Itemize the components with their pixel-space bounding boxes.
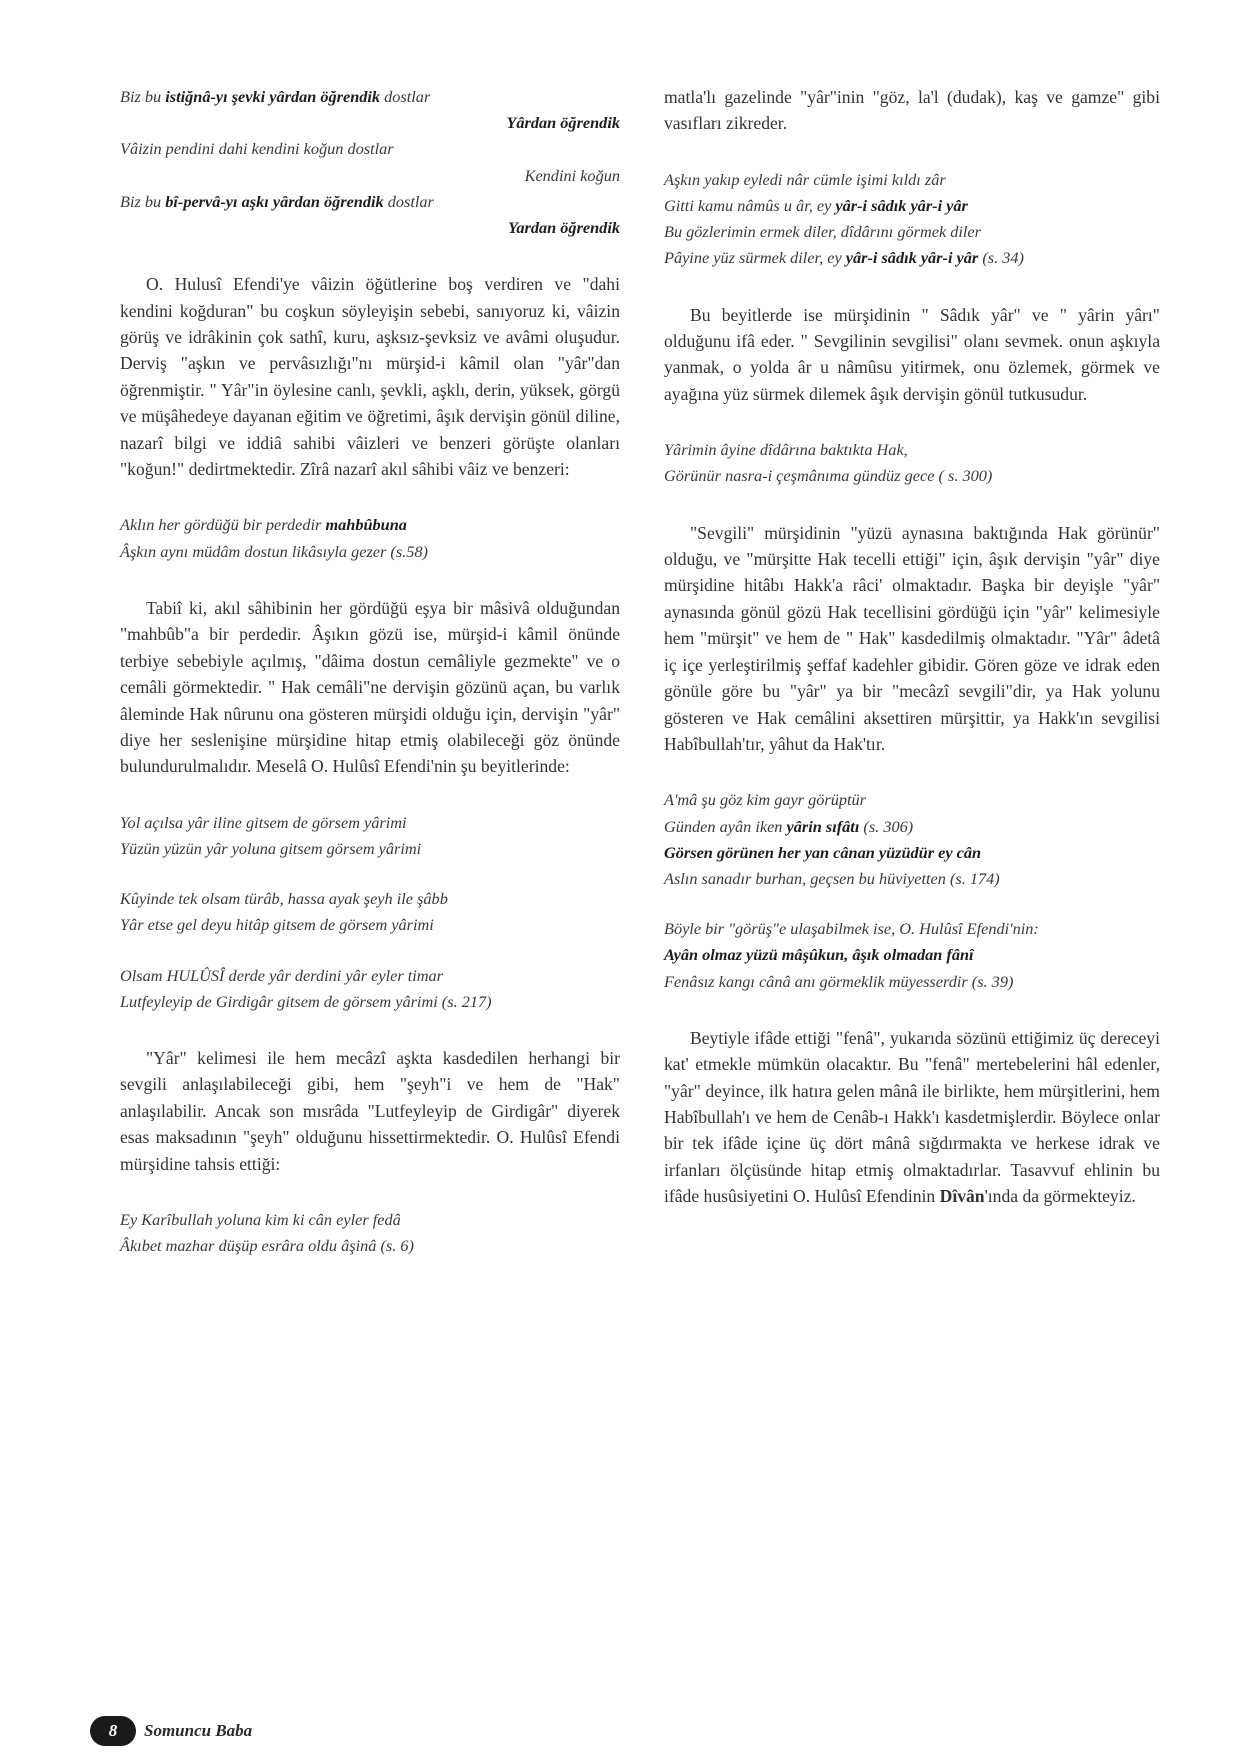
- page-footer: [90, 1716, 252, 1746]
- poem-stanza: [120, 886, 620, 938]
- body-paragraph: Tabiî ki, akıl sâhibinin her gördüğü eşya bir mâsivâ olduğundan "mahbûb"a bir perdedir. Âşıkın gözü ise, mürşid-i kâmil önünde terbiye sebebiyle açılmış, "dâima dostun cemâliyle gezmekte" ve o cemâli görmektedir. " Hak cemâli"ne dervişin gözünü açan, bu varlık âleminde Hak nûrunu ona gösteren mürşidi olduğu için, dervişin "yâr" diye her seslenişine mürşidine hitap etmiş olabileceği göz önünde bulundurulmalıdır. Meselâ O. Hulûsî Efendi'nin şu beyitlerinde:: [120, 597, 620, 777]
- body-paragraph: "Sevgili" mürşidinin "yüzü aynasına baktığında Hak görünür" olduğu, ve "mürşitte Hak tecelli ettiği" için, âşık dervişin "yâr" diye mürşidine hitâbı Hakk'a râci' olmaktadır. Başka bir deyişle "yâr" aynasında gönül gözü Hak tecellisini gördüğü için "yâr" kelimesiyle hem "mürşit" ve hem de " Hak" kasdedilmiş olmaktadır. "Yâr" âdetâ iç içe yerleştirilmiş şeffaf kadehler gibidir. Gören göze ve idrak eden gönüle göre bu "yâr" ya bir "mecâzî sevgili"dir, ya Hak yolunu gösteren ve Hak cemâlini aksettiren mürşittir, ya Hakk'ın sevgilisi Habîbullah'tır, yâhut da Hak'tır.: [664, 522, 1160, 754]
- verse-line: Ey Karîbullah yoluna kim ki cân eyler fedâ: [120, 1209, 401, 1229]
- magazine-name: Somuncu Baba: [144, 1721, 253, 1740]
- poem-stanza: [120, 810, 620, 862]
- verse-line: Bu gözlerimin ermek diler, dîdârını görmek diler: [664, 222, 981, 242]
- verse-line: Görünür nasra-i çeşmânıma gündüz gece ( s. 300): [664, 466, 993, 486]
- verse-line: Âkıbet mazhar düşüp esrâra oldu âşinâ (s. 6): [120, 1236, 414, 1256]
- verse-line: Biz bu istiğnâ-yı şevki yârdan öğrendik dostlar: [120, 87, 431, 106]
- verse-line: Pâyine yüz sürmek diler, ey yâr-i sâdık yâr-i yâr (s. 34): [664, 248, 1024, 268]
- verse-line: Kendini koğun: [524, 165, 620, 185]
- poem-stanza: [664, 787, 1160, 892]
- verse-line: Ayân olmaz yüzü mâşûkun, âşık olmadan fânî: [664, 945, 974, 965]
- verse-line: Yâr etse gel deyu hitâp gitsem de görsem yârimi: [120, 915, 434, 935]
- verse-line: Yol açılsa yâr iline gitsem de görsem yârimi: [120, 812, 407, 832]
- verse-line: Yârdan öğrendik: [506, 113, 620, 133]
- verse-line: Vâizin pendini dahi kendini koğun dostlar: [120, 139, 394, 159]
- verse-line: Lutfeyleyip de Girdigâr gitsem de görsem yârimi (s. 217): [120, 991, 492, 1011]
- verse-line: Fenâsız kangı cânâ anı görmeklik müyesserdir (s. 39): [664, 971, 1014, 991]
- body-paragraph: O. Hulusî Efendi'ye vâizin öğütlerine boş verdiren ve "dahi kendini koğduran" bu coşkun söyleyişin sebebi, sanıyoruz ki, vâizin görüş ve idrâkinin çok sathî, kuru, aşksız-şevksiz ve avâmi oluşudur. Derviş "aşkın ve pervâsızlığı"nı mürşid-i kâmil olan "yâr"dan öğrenmiştir. " Yâr"in öylesine canlı, şevkli, aşklı, derin, yüksek, görgü ve müşâhedeye dayanan eğitim ve öğretimi, âşık dervişin gönül diline, nazarî bilgi ve iddiâ sahibi vâizleri ve benzeri görüşte olanları "koğun!" dedirtmektedir. Zîrâ nazarî akıl sâhibi vâiz ve benzeri:: [120, 274, 620, 480]
- poem-stanza: [120, 84, 620, 241]
- body-paragraph: Beytiyle ifâde ettiği "fenâ", yukarıda sözünü ettiğimiz üç dereceyi kat' etmekle mümkün olacaktır. Bu "fenâ" mertebelerini hâl edenler, "yâr" deyince, ilk hatıra gelen mânâ ile birlikte, hem mürşitlerini, hem Habîbullah'ı ve hem de Cenâb-ı Hakk'ı kasdetmişlerdir. Böylece onlar bir tek ifâde içine üç dört mânâ sığdırmakta ve herkese idrak ve irfanları ölçüsünde hitap etmiş olmaktadırlar. Tasavvuf ehlinin bu ifâde husûsiyetini O. Hulûsî Efendinin Dîvân'ında da görmekteyiz.: [664, 1027, 1160, 1207]
- verse-line: A'mâ şu göz kim gayr görüptür: [664, 790, 867, 810]
- left-column: [120, 84, 620, 1259]
- body-paragraph: Bu beyitlerde ise mürşidinin " Sâdık yâr" ve " yârin yârı" olduğunu ifâ eder. " Sevgilinin sevgilisi" olanı sevmek. onun aşkıyla yanmak, o yolda âr u nâmûsu yitirmek, onu özlemek, görmek ve ayağına yüz sürmek dilemek âşık dervişin gönül tutkusudur.: [664, 304, 1160, 404]
- verse-line: Biz bu bî-pervâ-yı aşkı yârdan öğrendik dostlar: [120, 191, 434, 211]
- poem-stanza: [664, 167, 1160, 272]
- verse-line: Aslın sanadır burhan, geçsen bu hüviyetten (s. 174): [664, 868, 1000, 888]
- poem-stanza: [664, 916, 1160, 995]
- verse-line: Kûyinde tek olsam türâb, hassa ayak şeyh ile şâbb: [120, 889, 448, 909]
- verse-line: Görsen görünen her yan cânan yüzüdür ey cân: [664, 842, 982, 862]
- poem-stanza: [120, 963, 620, 1015]
- verse-line: Günden ayân iken yârin sıfâtı (s. 306): [664, 816, 914, 836]
- verse-line: Böyle bir "görüş"e ulaşabilmek ise, O. Hulûsî Efendi'nin:: [664, 919, 1039, 939]
- verse-line: Olsam HULÛSÎ derde yâr derdini yâr eyler timar: [120, 965, 444, 985]
- verse-line: Gitti kamu nâmûs u âr, ey yâr-i sâdık yâr-i yâr: [664, 196, 968, 216]
- page-number: 8: [90, 1716, 136, 1746]
- poem-stanza: [120, 512, 620, 564]
- verse-line: Aklın her gördüğü bir perdedir mahbûbuna: [120, 515, 407, 535]
- verse-line: Yardan öğrendik: [507, 218, 620, 238]
- poem-stanza: [120, 1207, 620, 1259]
- right-column: [664, 84, 1160, 1210]
- poem-stanza: [664, 437, 1160, 489]
- verse-line: Âşkın aynı müdâm dostun likâsıyla gezer (s.58): [120, 541, 428, 561]
- body-paragraph: "Yâr" kelimesi ile hem mecâzî aşkta kasdedilen herhangi bir sevgili anlaşılabileceği gibi, hem "şeyh"i ve hem de "Hak" anlaşılabilir. Ancak son mısrâda "Lutfeyleyip de Girdigâr" diyerek esas maksadının "şeyh" olduğunu hissettirmektedir. O. Hulûsî Efendi mürşidine tahsis ettiği:: [120, 1047, 620, 1174]
- body-paragraph: matla'lı gazelinde "yâr"inin "göz, la'l (dudak), kaş ve gamze" gibi vasıfları zikreder.: [664, 87, 1160, 134]
- verse-line: Yârimin âyine dîdârına baktıkta Hak,: [664, 440, 908, 460]
- verse-line: Yüzün yüzün yâr yoluna gitsem görsem yârimi: [120, 838, 422, 858]
- verse-line: Aşkın yakıp eyledi nâr cümle işimi kıldı zâr: [664, 169, 946, 189]
